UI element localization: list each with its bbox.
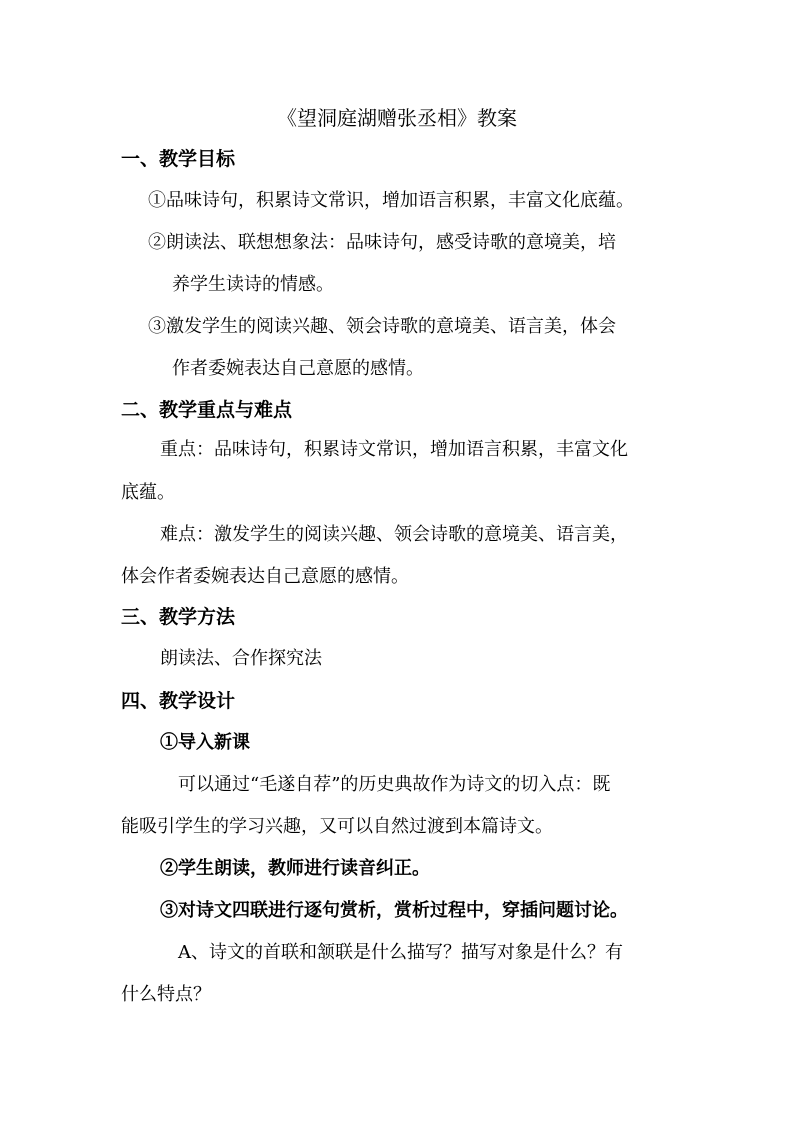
objective-line-3: ③激发学生的阅读兴趣、领会诗歌的意境美、语言美，体会 <box>148 316 616 337</box>
key-point-line-cont: 底蕴。 <box>121 482 175 503</box>
objective-line-2: ②朗读法、联想想象法：品味诗句，感受诗歌的意境美，培 <box>148 232 616 253</box>
design-step-3: ③对诗文四联进行逐句赏析，赏析过程中，穿插问题讨论。 <box>160 900 628 921</box>
methods-line: 朗读法、合作探究法 <box>160 648 322 669</box>
design-question-a-cont: 什么特点？ <box>121 984 211 1005</box>
section-heading-key-points: 二、教学重点与难点 <box>121 399 293 421</box>
design-question-a: A、诗文的首联和颔联是什么描写？描写对象是什么？有 <box>178 942 623 963</box>
objective-line-1: ①品味诗句，积累诗文常识，增加语言积累，丰富文化底蕴。 <box>148 190 634 211</box>
document-title: 《望洞庭湖赠张丞相》教案 <box>277 106 517 130</box>
design-step-1-text-cont: 能吸引学生的学习兴趣，又可以自然过渡到本篇诗文。 <box>121 816 553 837</box>
design-step-1-text: 可以通过“毛遂自荐”的历史典故作为诗文的切入点：既 <box>178 774 611 795</box>
section-heading-methods: 三、教学方法 <box>121 606 236 628</box>
section-heading-design: 四、教学设计 <box>121 690 236 712</box>
difficulty-line-cont: 体会作者委婉表达自己意愿的感情。 <box>121 566 409 587</box>
key-point-line: 重点：品味诗句，积累诗文常识，增加语言积累，丰富文化 <box>160 439 628 460</box>
difficulty-line: 难点：激发学生的阅读兴趣、领会诗歌的意境美、语言美， <box>160 524 628 545</box>
section-heading-objectives: 一、教学目标 <box>121 148 236 170</box>
design-step-2: ②学生朗读，教师进行读音纠正。 <box>160 858 430 879</box>
objective-line-2-cont: 养学生读诗的情感。 <box>172 274 334 295</box>
objective-line-3-cont: 作者委婉表达自己意愿的感情。 <box>172 358 424 379</box>
design-step-1: ①导入新课 <box>160 732 250 753</box>
